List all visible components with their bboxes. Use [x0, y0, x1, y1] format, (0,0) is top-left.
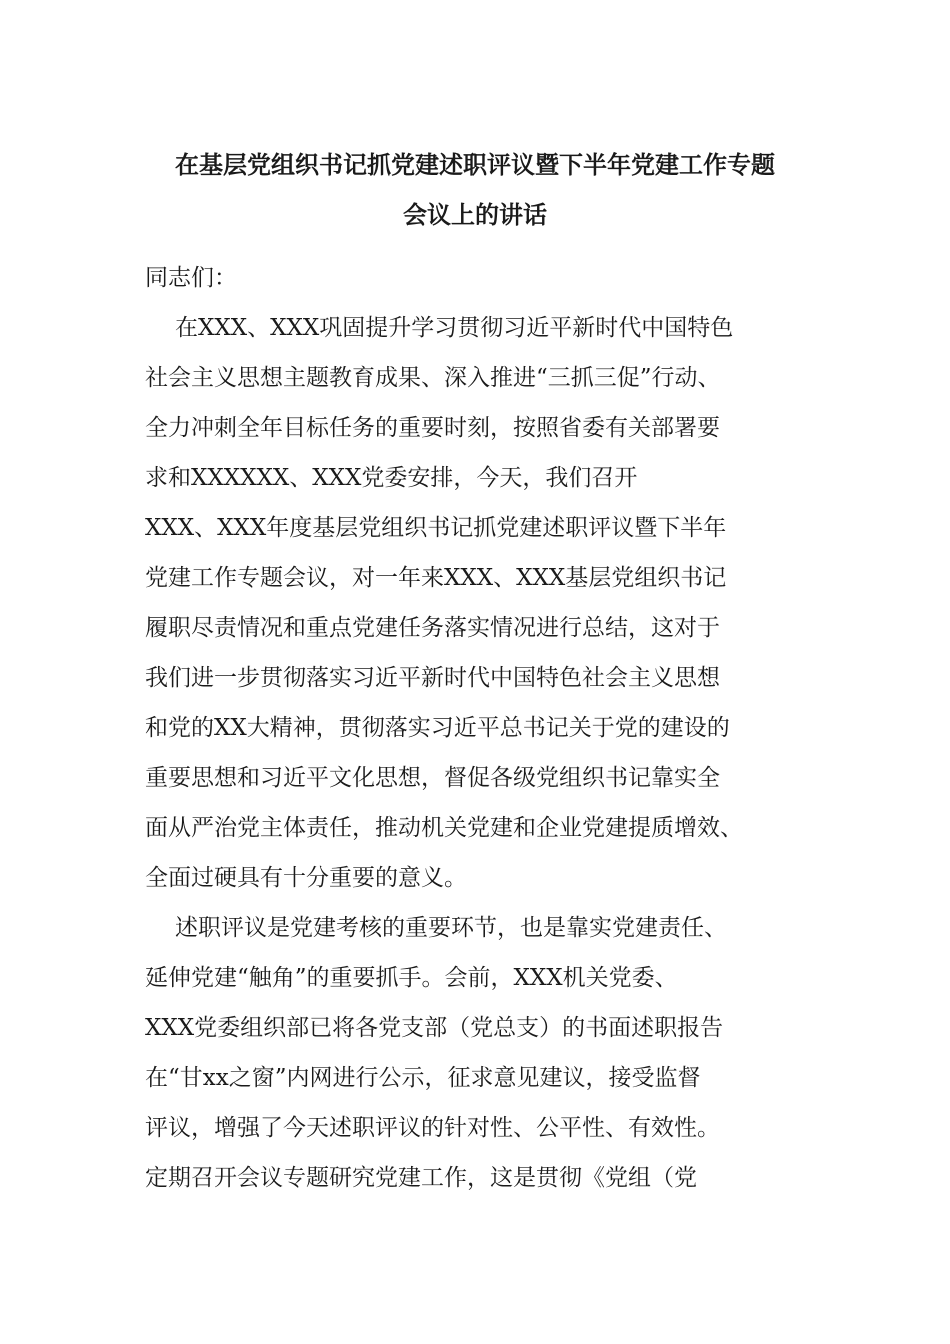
- paragraph-line: 在XXX、XXX巩固提升学习贯彻习近平新时代中国特色: [175, 315, 734, 341]
- salutation: 同志们：: [145, 265, 237, 291]
- document-body: [145, 260, 810, 1210]
- paragraph-line: 延伸党建“触角”的重要抓手。会前，XXX机关党委、: [145, 965, 678, 991]
- paragraph-line: XXX、XXX年度基层党组织书记抓党建述职评议暨下半年: [145, 515, 727, 541]
- paragraph-line: 述职评议是党建考核的重要环节，也是靠实党建责任、: [175, 915, 727, 941]
- paragraph-line: 履职尽责情况和重点党建任务落实情况进行总结，这对于: [145, 615, 720, 641]
- paragraph-line: 面从严治党主体责任，推动机关党建和企业党建提质增效、: [145, 815, 743, 841]
- paragraph-line: 党建工作专题会议，对一年来XXX、XXX基层党组织书记: [145, 565, 727, 591]
- paragraph-line: 评议，增强了今天述职评议的针对性、公平性、有效性。: [145, 1115, 720, 1141]
- paragraph-line: 在“甘xx之窗”内网进行公示，征求意见建议，接受监督: [145, 1065, 701, 1091]
- paragraph-line: 重要思想和习近平文化思想，督促各级党组织书记靠实全: [145, 765, 720, 791]
- paragraph-line: 社会主义思想主题教育成果、深入推进“三抓三促”行动、: [145, 365, 721, 391]
- paragraph-line: 求和XXXXXX、XXX党委安排，今天，我们召开: [145, 465, 638, 491]
- paragraph-line: 我们进一步贯彻落实习近平新时代中国特色社会主义思想: [145, 665, 720, 691]
- paragraph-line: 定期召开会议专题研究党建工作，这是贯彻《党组（党: [145, 1165, 697, 1191]
- paragraph-line: 和党的XX大精神，贯彻落实习近平总书记关于党的建设的: [145, 715, 730, 741]
- paragraph-line: 全力冲刺全年目标任务的重要时刻，按照省委有关部署要: [145, 415, 720, 441]
- document-title-line-2: 会议上的讲话: [403, 201, 547, 229]
- paragraph-line: XXX党委组织部已将各党支部（党总支）的书面述职报告: [145, 1015, 724, 1041]
- paragraph-line: 全面过硬具有十分重要的意义。: [145, 865, 467, 891]
- document-title-line-1: 在基层党组织书记抓党建述职评议暨下半年党建工作专题: [175, 151, 775, 179]
